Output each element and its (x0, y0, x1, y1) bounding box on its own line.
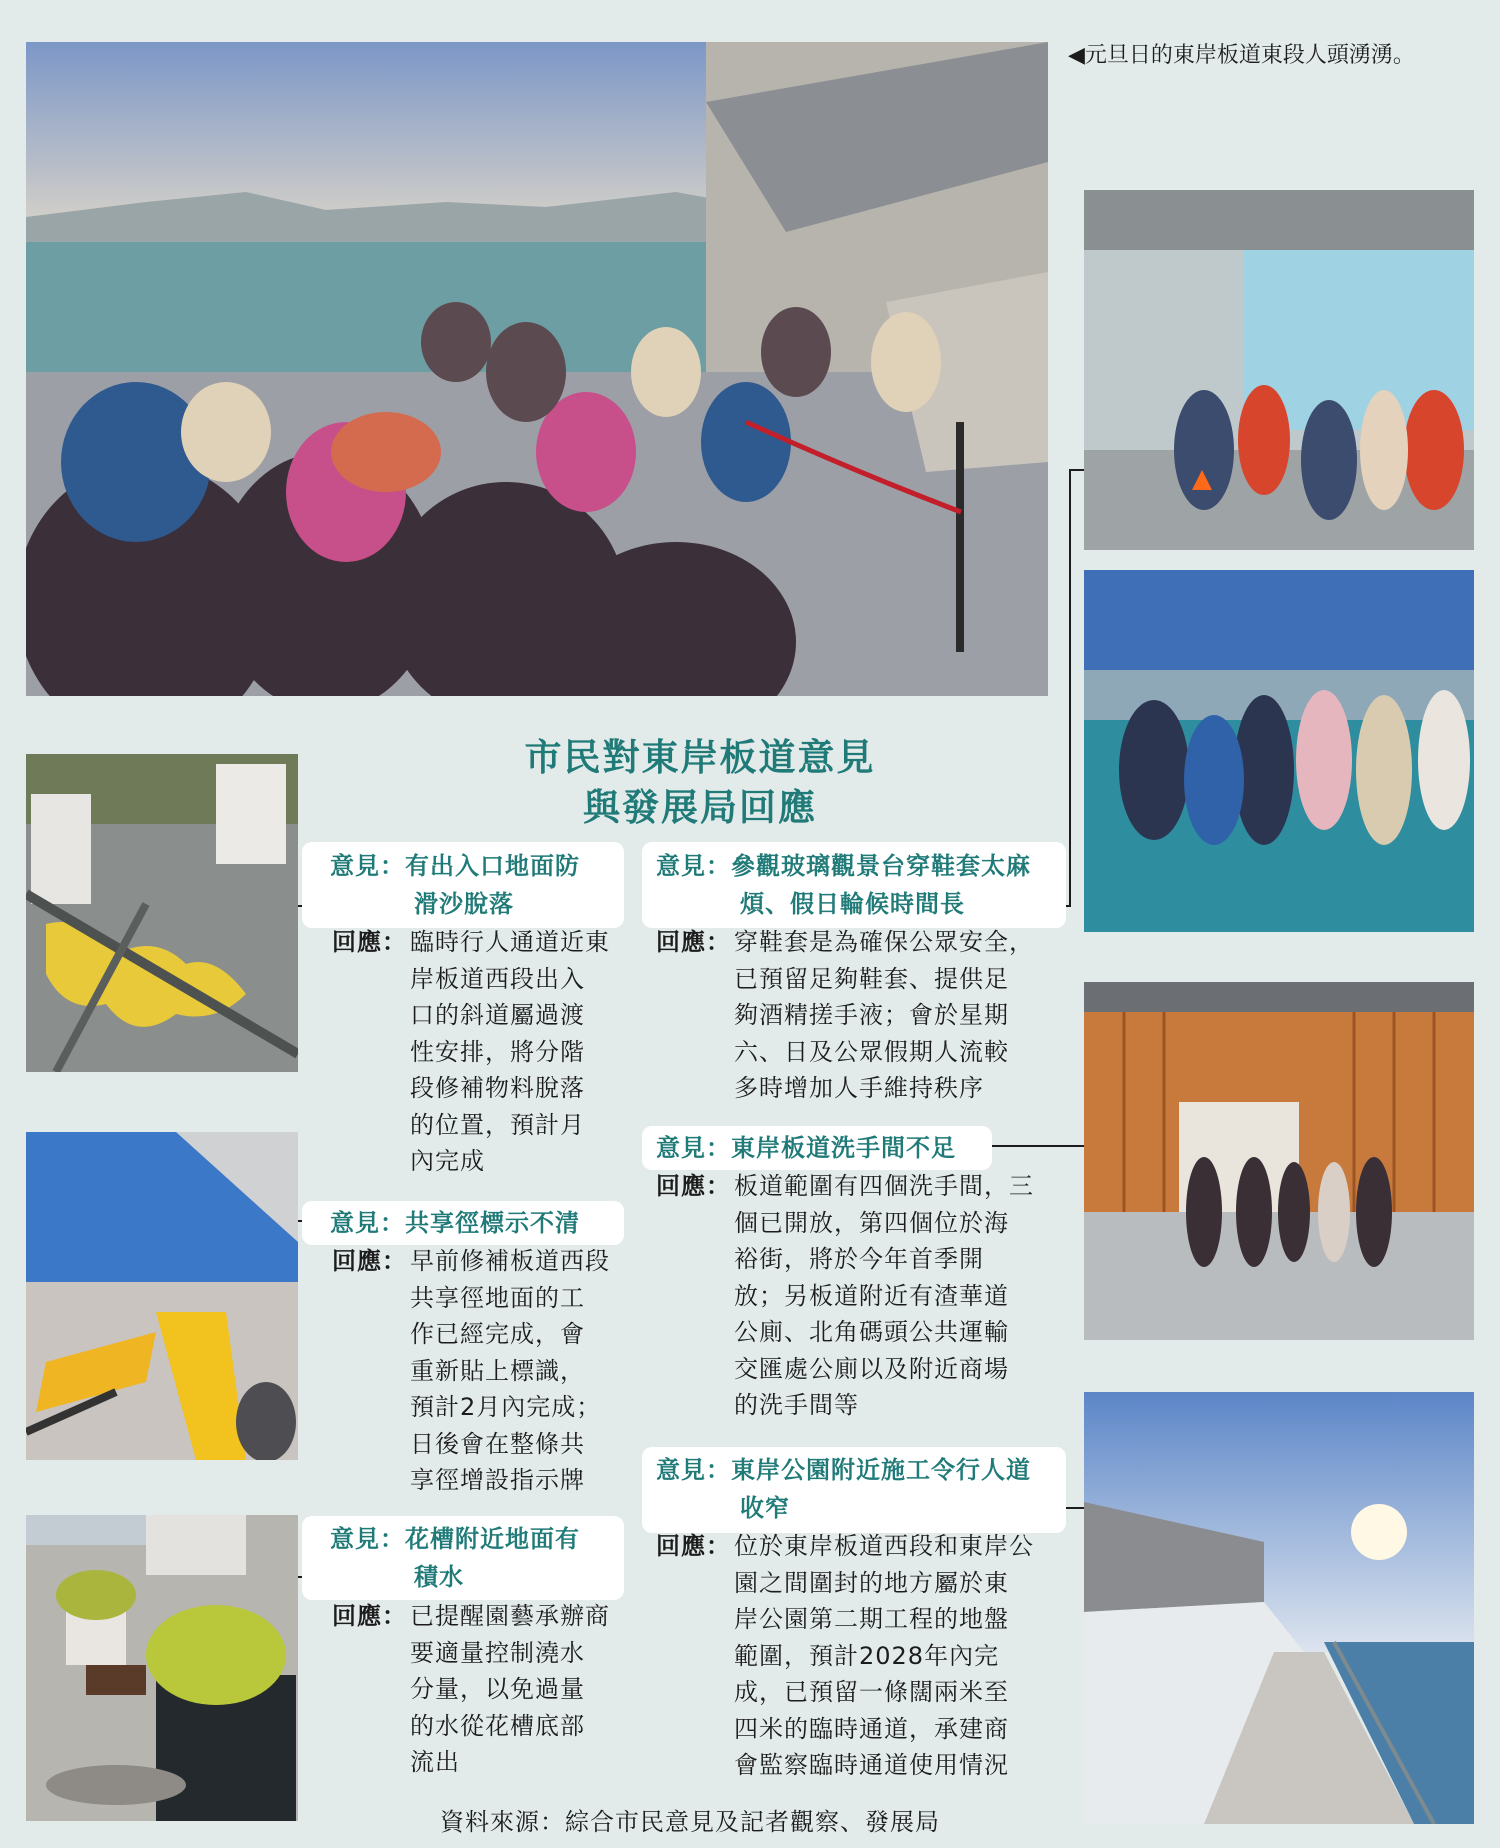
opinion-2-line-1: 共享徑標示不清 (405, 1209, 580, 1237)
opinion-6 (656, 1451, 1066, 1527)
photo-caption: ◀元旦日的東岸板道東段人頭湧湧。 (1068, 43, 1415, 68)
reply-label: 回應： (656, 1172, 731, 1200)
reply-2 (332, 1243, 632, 1503)
opinion-label: 意見： (330, 1525, 405, 1553)
opinion-label: 意見： (656, 1456, 731, 1484)
reply-1 (332, 924, 632, 1184)
title-line-1: 市民對東岸板道意見 (524, 736, 876, 779)
infographic-title (470, 733, 930, 833)
opinion-label: 意見： (330, 852, 405, 880)
reply-6 (656, 1528, 1066, 1790)
reply-label: 回應： (332, 1602, 407, 1630)
opinion-3 (330, 1520, 620, 1596)
promenade-path-photo (1084, 1392, 1474, 1824)
opinion-5-line-1: 東岸板道洗手間不足 (731, 1134, 956, 1162)
glass-observation-deck-photo (1084, 570, 1474, 932)
opinion-label: 意見： (330, 1209, 405, 1237)
opinion-3-line-2: 積水 (414, 1563, 464, 1591)
reply-5-text: 板道範圍有四個洗手間，三 個已開放，第四個位於海 裕街，將於今年首季開 放；另板道附近有渣華道 公廁、北角碼頭公共運輸 交匯處公廁以及附近商場 的洗手間等 (734, 1172, 1034, 1419)
toilet-building-photo (1084, 982, 1474, 1340)
reply-label: 回應： (332, 928, 407, 956)
reply-1-text: 臨時行人通道近東 岸板道西段出入 口的斜道屬過渡 性安排，將分階 段修補物料脫落 的位置，預計月 內完成 (410, 928, 610, 1175)
reply-4-text: 穿鞋套是為確保公眾安全， 已預留足夠鞋套、提供足 夠酒精搓手液；會於星期 六、日及公眾假期人流較 多時增加人手維持秩序 (734, 928, 1034, 1102)
reply-2-text: 早前修補板道西段 共享徑地面的工 作已經完成，會 重新貼上標識， 預計2月內完成； 日後會在整條共 享徑增設指示牌 (410, 1247, 610, 1494)
opinion-3-line-1: 花槽附近地面有 (405, 1525, 580, 1553)
opinion-1 (330, 847, 620, 923)
opinion-6-line-2: 收窄 (740, 1494, 790, 1522)
opinion-1-line-1: 有出入口地面防 (405, 852, 580, 880)
data-source: 資料來源：綜合市民意見及記者觀察、發展局 (440, 1808, 940, 1836)
opinion-1-line-2: 滑沙脫落 (414, 890, 514, 918)
reply-label: 回應： (332, 1247, 407, 1275)
main-crowd-photo (26, 42, 1048, 696)
opinion-4 (656, 847, 1066, 923)
title-line-2: 與發展局回應 (583, 786, 817, 829)
opinion-2 (330, 1204, 620, 1242)
opinion-4-line-1: 參觀玻璃觀景台穿鞋套太麻 (731, 852, 1031, 880)
planter-water-photo (26, 1515, 298, 1821)
opinion-6-line-1: 東岸公園附近施工令行人道 (731, 1456, 1031, 1484)
shared-path-marking-photo (26, 1132, 298, 1460)
opinion-label: 意見： (656, 852, 731, 880)
reply-4 (656, 924, 1066, 1114)
reply-label: 回應： (656, 1532, 731, 1560)
opinion-5 (656, 1129, 986, 1167)
glass-platform-queue-photo (1084, 190, 1474, 550)
reply-3-text: 已提醒園藝承辦商 要適量控制澆水 分量，以免過量 的水從花槽底部 流出 (410, 1602, 610, 1776)
opinion-4-line-2: 煩、假日輪候時間長 (740, 890, 965, 918)
ramp-sand-damage-photo (26, 754, 298, 1072)
reply-6-text: 位於東岸板道西段和東岸公 園之間圍封的地方屬於東 岸公園第二期工程的地盤 範圍，預計2028年內完 成，已預留一條闊兩米至 四米的臨時通道，承建商 會監察臨時通道使用情況 (734, 1532, 1034, 1779)
reply-label: 回應： (656, 928, 731, 956)
reply-5 (656, 1168, 1066, 1428)
reply-3 (332, 1598, 632, 1788)
opinion-label: 意見： (656, 1134, 731, 1162)
